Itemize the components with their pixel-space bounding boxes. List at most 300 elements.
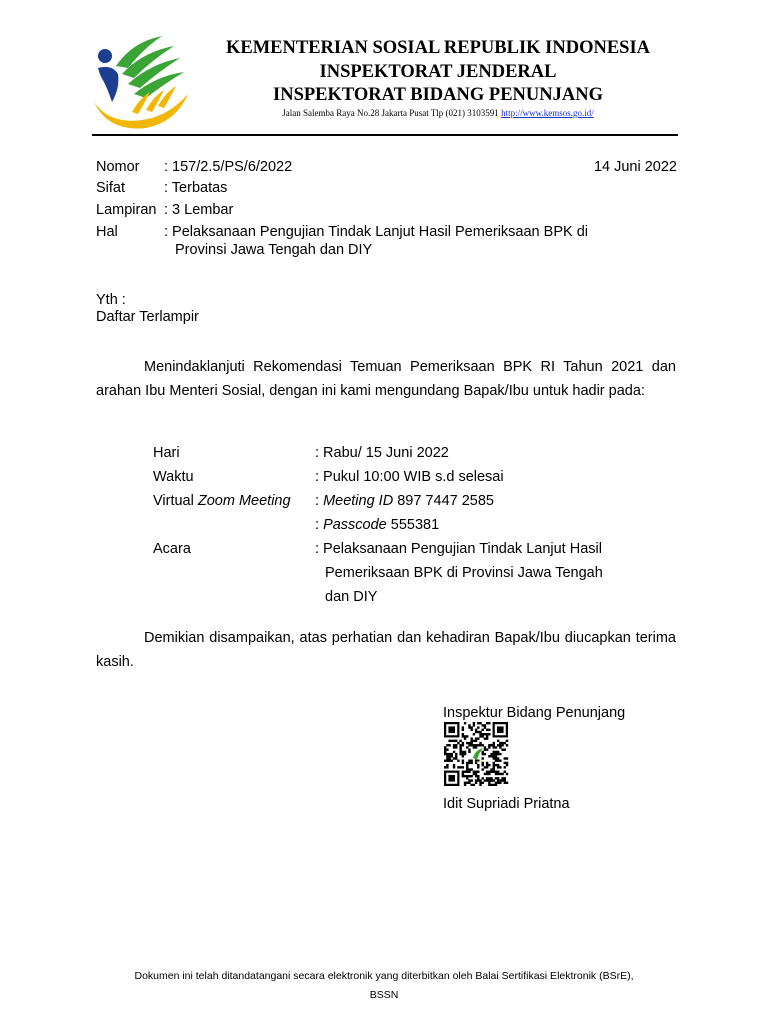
qr-module [462, 726, 464, 728]
qr-module [473, 724, 475, 726]
qr-module [459, 766, 461, 768]
qr-module [457, 742, 459, 744]
qr-module [470, 762, 472, 764]
qr-module [479, 731, 481, 733]
qr-module [488, 722, 490, 724]
qr-module [470, 726, 472, 728]
qr-module [482, 733, 484, 735]
address-text: Jalan Salemba Raya No.28 Jakarta Pusat Tlp (021) 3103591 [282, 108, 499, 118]
qr-module [475, 773, 477, 775]
qr-module [490, 771, 492, 773]
qr-module [482, 753, 484, 755]
qr-module [477, 731, 479, 733]
qr-module [488, 733, 490, 735]
qr-module [477, 764, 479, 766]
qr-module [448, 740, 450, 742]
qr-module [475, 771, 477, 773]
passcode-colon: : [315, 517, 324, 533]
qr-module [482, 744, 484, 746]
qr-module [504, 748, 506, 750]
qr-module [466, 746, 468, 748]
meeting-id [315, 491, 494, 511]
qr-module [455, 757, 457, 759]
qr-module [477, 775, 479, 777]
qr-module [470, 740, 472, 742]
qr-module [444, 748, 446, 750]
hal-value-line2: Provinsi Jawa Tengah dan DIY [175, 242, 373, 258]
qr-module [455, 753, 457, 755]
waktu-label: Waktu [153, 469, 194, 485]
qr-module [477, 744, 479, 746]
qr-module [482, 777, 484, 779]
qr-module [470, 729, 472, 731]
qr-module [462, 775, 464, 777]
qr-module [466, 762, 468, 764]
qr-module [466, 764, 468, 766]
qr-module [459, 753, 461, 755]
qr-module [453, 757, 455, 759]
intro-text: Menindaklanjuti Rekomendasi Temuan Pemeriksaan BPK RI Tahun 2021 dan arahan Ibu Menteri Sosial, dengan ini kami mengundang Bapak/Ibu untuk hadir pada: [96, 359, 676, 399]
qr-module [453, 746, 455, 748]
qr-module [466, 777, 468, 779]
qr-module [451, 740, 453, 742]
qr-module [446, 764, 448, 766]
qr-module [468, 782, 470, 784]
qr-module [464, 782, 466, 784]
qr-module [506, 782, 508, 784]
qr-module [451, 753, 453, 755]
website-link[interactable]: http://www.kemsos.go.id/ [501, 108, 594, 118]
header-inspectorate: INSPEKTORAT JENDERAL [319, 62, 557, 82]
qr-module [484, 746, 486, 748]
qr-module [501, 742, 503, 744]
qr-module [477, 726, 479, 728]
qr-module [495, 777, 497, 779]
qr-module [477, 777, 479, 779]
qr-module [462, 755, 464, 757]
qr-module [495, 771, 497, 773]
qr-module [506, 773, 508, 775]
qr-module [444, 746, 446, 748]
qr-module [462, 729, 464, 731]
qr-module [484, 753, 486, 755]
qr-module [455, 740, 457, 742]
qr-module [475, 782, 477, 784]
qr-module [470, 768, 472, 770]
qr-module [446, 755, 448, 757]
qr-module [475, 779, 477, 781]
qr-module [459, 751, 461, 753]
qr-module [464, 751, 466, 753]
acara-value-line3: dan DIY [325, 589, 378, 605]
qr-module [468, 748, 470, 750]
qr-module [453, 744, 455, 746]
qr-module [468, 724, 470, 726]
qr-module [493, 768, 495, 770]
qr-module [475, 729, 477, 731]
qr-module [506, 757, 508, 759]
qr-module [482, 724, 484, 726]
qr-module [479, 735, 481, 737]
qr-module [444, 766, 446, 768]
qr-module [493, 771, 495, 773]
qr-module [479, 744, 481, 746]
qr-module [486, 764, 488, 766]
qr-module [490, 784, 492, 786]
qr-module [459, 744, 461, 746]
qr-module [475, 731, 477, 733]
qr-module [470, 775, 472, 777]
qr-module [484, 773, 486, 775]
qr-module [464, 771, 466, 773]
qr-module [479, 742, 481, 744]
qr-module [504, 762, 506, 764]
qr-module [482, 762, 484, 764]
qr-module [490, 755, 492, 757]
closing-text: Demikian disampaikan, atas perhatian dan kehadiran Bapak/Ibu diucapkan terima kasih. [96, 630, 676, 670]
qr-module [444, 751, 446, 753]
virtual-label [153, 491, 291, 511]
qr-module [482, 768, 484, 770]
qr-module [473, 733, 475, 735]
footer-line1: Dokumen ini telah ditandatangani secara elektronik yang diterbitkan oleh Balai Sertifikasi Elektronik (BSrE), [134, 970, 634, 982]
qr-module [493, 766, 495, 768]
qr-module [504, 771, 506, 773]
qr-module [470, 744, 472, 746]
qr-module [468, 744, 470, 746]
qr-module [506, 764, 508, 766]
qr-module [490, 768, 492, 770]
qr-module [506, 740, 508, 742]
qr-module [479, 779, 481, 781]
qr-module [493, 762, 495, 764]
qr-module [501, 777, 503, 779]
qr-module [477, 771, 479, 773]
qr-module [477, 722, 479, 724]
qr-module [475, 762, 477, 764]
qr-module [473, 746, 475, 748]
qr-module [468, 742, 470, 744]
passcode [315, 515, 439, 535]
qr-module [499, 766, 501, 768]
qr-module [477, 779, 479, 781]
qr-module [459, 740, 461, 742]
qr-module [497, 753, 499, 755]
qr-module [493, 746, 495, 748]
qr-module [488, 771, 490, 773]
qr-module [466, 768, 468, 770]
qr-module [482, 764, 484, 766]
qr-module [462, 773, 464, 775]
qr-module [464, 735, 466, 737]
qr-module [477, 737, 479, 739]
qr-module [493, 779, 495, 781]
qr-center-logo [473, 748, 483, 760]
qr-module [464, 753, 466, 755]
qr-module [462, 766, 464, 768]
qr-module [462, 733, 464, 735]
qr-module [462, 744, 464, 746]
qr-module [482, 735, 484, 737]
signatory-name: Idit Supriadi Priatna [443, 796, 570, 812]
qr-module [486, 771, 488, 773]
qr-module [475, 744, 477, 746]
qr-module [448, 760, 450, 762]
qr-module [482, 751, 484, 753]
qr-module [473, 744, 475, 746]
qr-code [443, 722, 509, 786]
footer-line2: BSSN [369, 989, 399, 1001]
qr-module [475, 740, 477, 742]
qr-module [473, 773, 475, 775]
header-divider [92, 134, 678, 136]
qr-module [499, 746, 501, 748]
qr-module [479, 782, 481, 784]
logo-swoosh [94, 94, 188, 128]
qr-module [475, 775, 477, 777]
qr-module [501, 773, 503, 775]
qr-module [468, 760, 470, 762]
passcode-value: 555381 [386, 517, 440, 533]
qr-module [482, 757, 484, 759]
qr-module [497, 757, 499, 759]
qr-module [486, 766, 488, 768]
qr-module [464, 737, 466, 739]
qr-module [446, 744, 448, 746]
qr-module [479, 784, 481, 786]
qr-module [488, 755, 490, 757]
yth-label: Yth : [96, 292, 126, 308]
logo-grain-3 [158, 86, 176, 108]
zoom-meeting-text: Zoom Meeting [197, 493, 291, 509]
qr-module [444, 753, 446, 755]
qr-module [495, 746, 497, 748]
qr-module [457, 760, 459, 762]
qr-module [486, 773, 488, 775]
qr-module [495, 773, 497, 775]
qr-module [499, 779, 501, 781]
qr-module [448, 757, 450, 759]
qr-module [497, 766, 499, 768]
qr-module [497, 771, 499, 773]
qr-module [468, 751, 470, 753]
virtual-text: Virtual [153, 493, 198, 509]
qr-module [495, 753, 497, 755]
qr-module [475, 746, 477, 748]
qr-module [451, 760, 453, 762]
qr-module [464, 784, 466, 786]
sifat-label: Sifat [96, 180, 126, 196]
qr-module [475, 737, 477, 739]
qr-module [504, 766, 506, 768]
sifat-value: : Terbatas [164, 180, 228, 196]
qr-module [486, 779, 488, 781]
qr-module [497, 777, 499, 779]
qr-module [488, 729, 490, 731]
qr-module [504, 757, 506, 759]
lampiran-value: : 3 Lembar [164, 202, 234, 218]
qr-module [470, 737, 472, 739]
qr-module [488, 777, 490, 779]
acara-value-line2: Pemeriksaan BPK di Provinsi Jawa Tengah [325, 565, 603, 581]
letter-date: 14 Juni 2022 [593, 159, 677, 175]
header-address [198, 108, 678, 118]
qr-module [466, 766, 468, 768]
closing-paragraph [96, 626, 676, 674]
qr-module [446, 748, 448, 750]
qr-module [488, 746, 490, 748]
qr-module [470, 742, 472, 744]
qr-module [457, 766, 459, 768]
qr-module [446, 753, 448, 755]
qr-module [497, 779, 499, 781]
qr-module [499, 744, 501, 746]
qr-module [484, 766, 486, 768]
qr-module [493, 742, 495, 744]
meeting-id-label: Meeting ID [323, 493, 394, 509]
qr-module [488, 744, 490, 746]
qr-module [486, 735, 488, 737]
logo-head [98, 49, 112, 63]
qr-module [468, 771, 470, 773]
header-ministry: KEMENTERIAN SOSIAL REPUBLIK INDONESIA [225, 38, 651, 58]
qr-module [473, 784, 475, 786]
qr-module [495, 751, 497, 753]
qr-module [453, 751, 455, 753]
qr-module [466, 742, 468, 744]
qr-module [484, 748, 486, 750]
qr-module [468, 779, 470, 781]
qr-module [468, 775, 470, 777]
qr-module [479, 722, 481, 724]
meeting-id-value: 897 7447 2585 [393, 493, 494, 509]
qr-module [455, 746, 457, 748]
qr-module [504, 779, 506, 781]
qr-finder [497, 726, 504, 733]
qr-module [488, 782, 490, 784]
qr-module [504, 742, 506, 744]
qr-module [488, 779, 490, 781]
qr-module [484, 733, 486, 735]
qr-module [448, 755, 450, 757]
qr-module [486, 729, 488, 731]
qr-module [466, 771, 468, 773]
qr-module [477, 766, 479, 768]
acara-value-line1: : Pelaksanaan Pengujian Tindak Lanjut Hasil [315, 541, 602, 557]
qr-module [484, 737, 486, 739]
qr-module [495, 760, 497, 762]
qr-module [499, 760, 501, 762]
qr-module [473, 722, 475, 724]
recipient-name: Daftar Terlampir [96, 309, 199, 325]
qr-module [462, 760, 464, 762]
qr-module [446, 757, 448, 759]
qr-module [446, 766, 448, 768]
qr-module [490, 744, 492, 746]
qr-module [488, 773, 490, 775]
qr-module [486, 777, 488, 779]
qr-module [497, 744, 499, 746]
qr-module [462, 753, 464, 755]
qr-module [464, 775, 466, 777]
qr-module [459, 748, 461, 750]
qr-module [504, 782, 506, 784]
qr-module [490, 753, 492, 755]
qr-module [495, 784, 497, 786]
qr-module [459, 746, 461, 748]
qr-module [470, 779, 472, 781]
qr-module [486, 733, 488, 735]
qr-module [506, 744, 508, 746]
qr-module [495, 782, 497, 784]
qr-module [468, 768, 470, 770]
meeting-id-colon: : [315, 493, 324, 509]
qr-module [453, 740, 455, 742]
qr-module [470, 784, 472, 786]
qr-module [497, 773, 499, 775]
hari-value: : Rabu/ 15 Juni 2022 [315, 445, 449, 461]
acara-label: Acara [153, 541, 191, 557]
qr-module [493, 755, 495, 757]
qr-module [486, 722, 488, 724]
qr-module [484, 779, 486, 781]
qr-module [493, 764, 495, 766]
nomor-value: : 157/2.5/PS/6/2022 [164, 159, 293, 175]
intro-paragraph [96, 355, 676, 403]
qr-module [499, 773, 501, 775]
qr-module [455, 744, 457, 746]
qr-module [493, 784, 495, 786]
qr-module [495, 757, 497, 759]
qr-module [493, 744, 495, 746]
qr-module [470, 760, 472, 762]
qr-module [495, 764, 497, 766]
qr-module [486, 762, 488, 764]
qr-module [468, 762, 470, 764]
qr-module [468, 726, 470, 728]
qr-module [497, 764, 499, 766]
nomor-label: Nomor [96, 159, 140, 175]
passcode-label: Passcode [323, 517, 387, 533]
qr-module [486, 737, 488, 739]
qr-finder [448, 726, 455, 733]
qr-module [488, 784, 490, 786]
qr-module [499, 782, 501, 784]
hal-value-line1: : Pelaksanaan Pengujian Tindak Lanjut Hasil Pemeriksaan BPK di [164, 224, 588, 240]
waktu-value: : Pukul 10:00 WIB s.d selesai [315, 469, 504, 485]
qr-module [495, 755, 497, 757]
hari-label: Hari [153, 445, 180, 461]
qr-module [444, 760, 446, 762]
qr-module [464, 722, 466, 724]
qr-module [446, 760, 448, 762]
qr-module [493, 751, 495, 753]
qr-module [493, 757, 495, 759]
qr-module [501, 744, 503, 746]
logo-body [98, 67, 118, 102]
signature-title: Inspektur Bidang Penunjang [443, 705, 626, 721]
qr-module [462, 751, 464, 753]
qr-module [484, 724, 486, 726]
qr-module [482, 782, 484, 784]
qr-module [490, 777, 492, 779]
qr-module [497, 740, 499, 742]
qr-module [453, 766, 455, 768]
qr-module [462, 771, 464, 773]
qr-module [499, 742, 501, 744]
qr-module [466, 775, 468, 777]
qr-module [497, 760, 499, 762]
